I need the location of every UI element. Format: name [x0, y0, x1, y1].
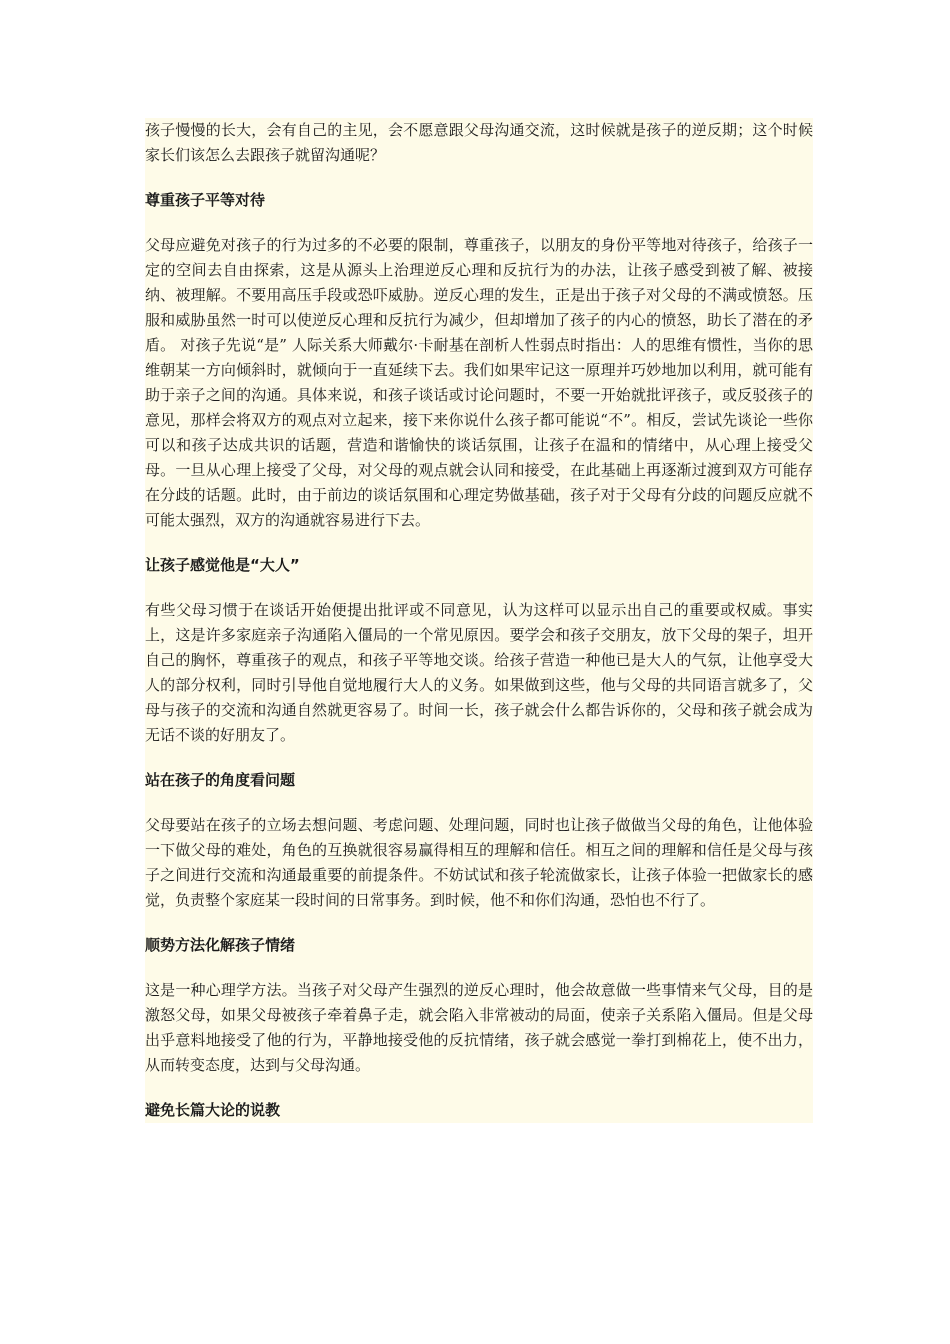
section-body-respect: 父母应避免对孩子的行为过多的不必要的限制，尊重孩子，以朋友的身份平等地对待孩子，给孩子一定的空间去自由探索，这是从源头上治理逆反心理和反抗行为的办法，让孩子感受到被了解、被接纳、被理解。不要用高压手段或恐吓威胁。逆反心理的发生，正是出于孩子对父母的不满或愤怒。压服和威胁虽然一时可以使逆反心理和反抗行为减少，但却增加了孩子的内心的愤怒，助长了潜在的矛盾。 对孩子先说“是” 人际关系大师戴尔·卡耐基在剖析人性弱点时指出：人的思维有惯性，当你的思维朝某一方向倾斜时，就倾向于一直延续下去。我们如果牢记这一原理并巧妙地加以利用，就可能有助于亲子之间的沟通。具体来说，和孩子谈话或讨论问题时，不要一开始就批评孩子，或反驳孩子的意见，那样会将双方的观点对立起来，接下来你说什么孩子都可能说“不”。相反，尝试先谈论一些你可以和孩子达成共识的话题，营造和谐愉快的谈话氛围，让孩子在温和的情绪中，从心理上接受父母。一旦从心理上接受了父母，对父母的观点就会认同和接受，在此基础上再逐渐过渡到双方可能存在分歧的话题。此时，由于前边的谈话氛围和心理定势做基础，孩子对于父母有分歧的问题反应就不可能太强烈，双方的沟通就容易进行下去。 [145, 236, 813, 529]
section-body-emotions: 这是一种心理学方法。当孩子对父母产生强烈的逆反心理时，他会故意做一些事情来气父母，目的是激怒父母，如果父母被孩子牵着鼻子走，就会陷入非常被动的局面，使亲子关系陷入僵局。但是父母出乎意料地接受了他的行为，平静地接受他的反抗情绪，孩子就会感觉一拳打到棉花上，使不出力，从而转变态度，达到与父母沟通。 [145, 981, 813, 1074]
section-heading-respect: 尊重孩子平等对待 [145, 191, 266, 209]
section-body-adult: 有些父母习惯于在谈话开始便提出批评或不同意见，认为这样可以显示出自己的重要或权威。事实上，这是许多家庭亲子沟通陷入僵局的一个常见原因。要学会和孩子交朋友，放下父母的架子，坦开自己的胸怀，尊重孩子的观点，和孩子平等地交谈。给孩子营造一种他已是大人的气氛，让他享受大人的部分权利，同时引导他自觉地履行大人的义务。如果做到这些，他与父母的共同语言就多了，父母与孩子的交流和沟通自然就更容易了。时间一长，孩子就会什么都告诉你的，父母和孩子就会成为无话不谈的好朋友了。 [145, 601, 813, 744]
section-heading-perspective: 站在孩子的角度看问题 [145, 771, 296, 789]
section-body-perspective: 父母要站在孩子的立场去想问题、考虑问题、处理问题，同时也让孩子做做当父母的角色，让他体验一下做父母的难处，角色的互换就很容易赢得相互的理解和信任。相互之间的理解和信任是父母与孩子之间进行交流和沟通最重要的前提条件。不妨试试和孩子轮流做家长，让孩子体验一把做家长的感觉，负责整个家庭某一段时间的日常事务。到时候，他不和你们沟通，恐怕也不行了。 [145, 816, 813, 909]
section-heading-adult: 让孩子感觉他是“大人” [145, 556, 300, 574]
section-heading-emotions: 顺势方法化解孩子情绪 [145, 936, 296, 954]
intro-paragraph: 孩子慢慢的长大，会有自己的主见，会不愿意跟父母沟通交流，这时候就是孩子的逆反期；这个时候家长们该怎么去跟孩子就留沟通呢？ [145, 121, 813, 164]
section-heading-lecture: 避免长篇大论的说教 [145, 1101, 281, 1119]
document-body [145, 118, 813, 1123]
